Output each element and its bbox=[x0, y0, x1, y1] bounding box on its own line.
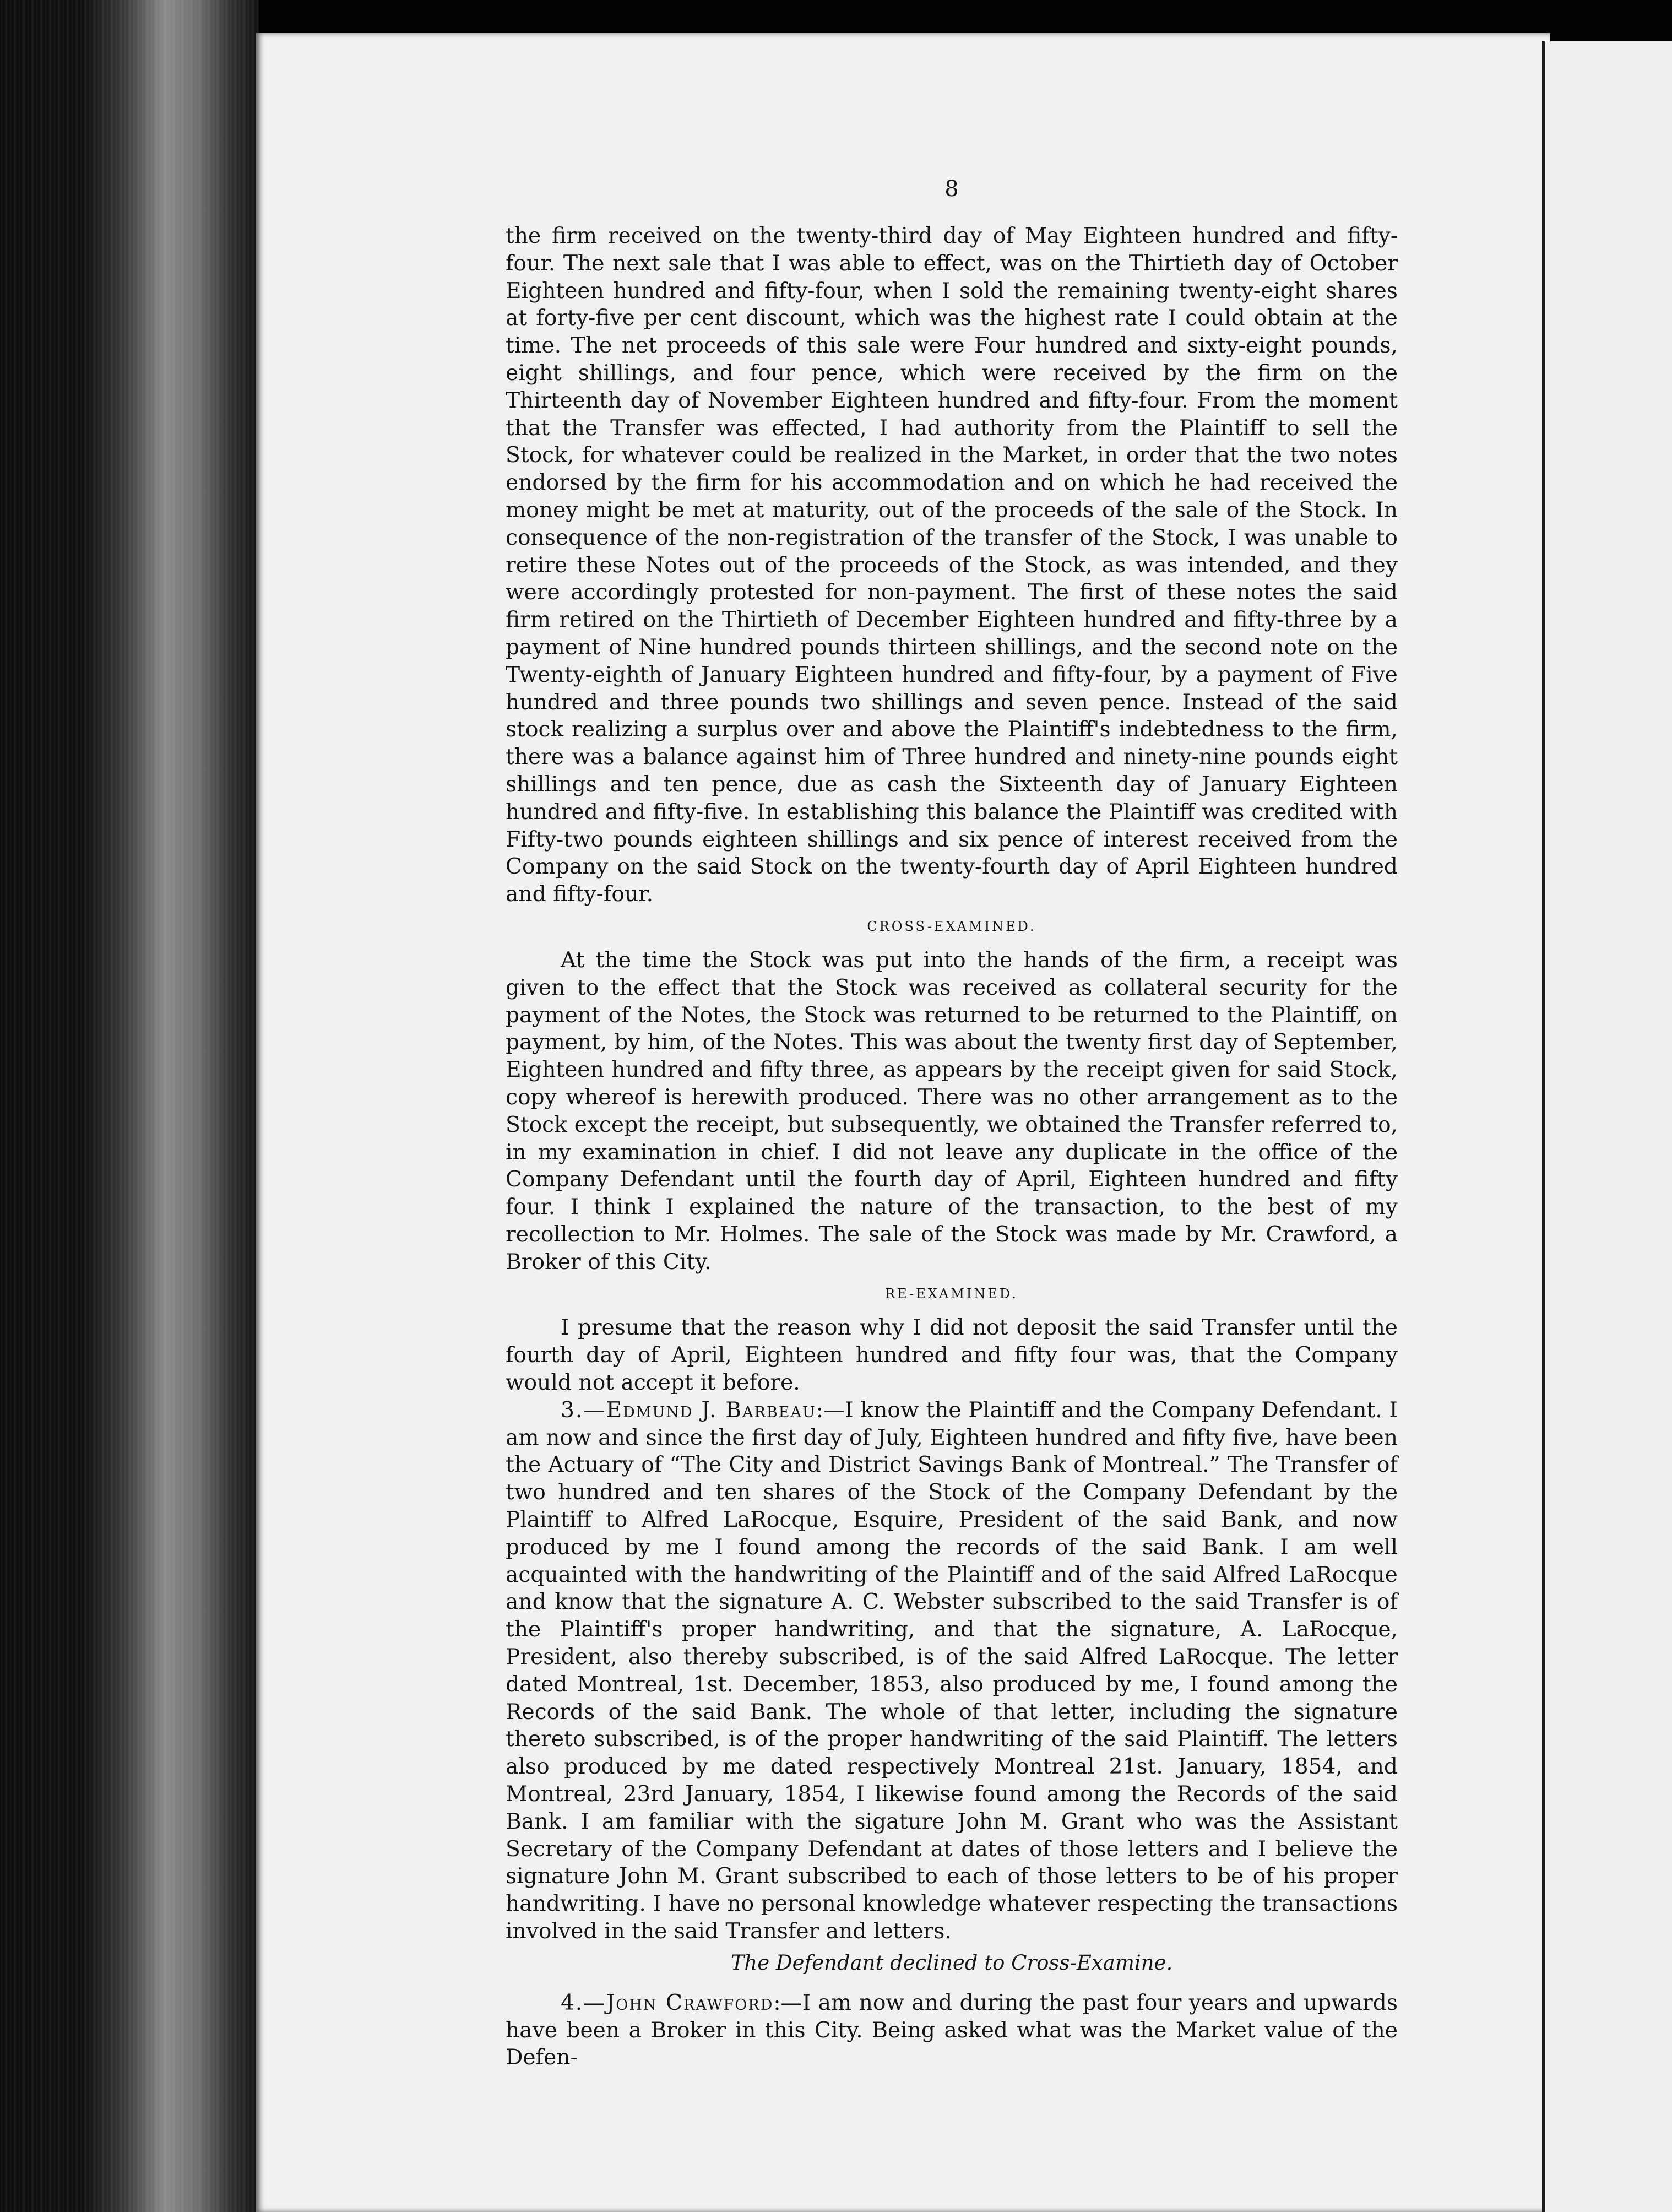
witness-3-name: 3.—Edmund J. Barbeau bbox=[561, 1397, 816, 1423]
book-spine bbox=[0, 0, 259, 2212]
heading-re-examined: RE-EXAMINED. bbox=[885, 1286, 1018, 1302]
page-number: 8 bbox=[944, 176, 959, 202]
paragraph-re-examination: I presume that the reason why I did not deposit the said Transfer until the fourth day of April, Eighteen hundred and fifty four was, that the Company would not accept it before. bbox=[506, 1315, 1398, 1396]
paragraph-witness-3 bbox=[506, 1397, 1398, 1945]
witness-3-testimony: :—I know the Plaintiff and the Company Defendant. I am now and since the first day of July, Eighteen hundred and fifty five, have been the Actuary of “The City and District Savings Bank of Montreal.” The Transfer of two hundred and ten shares of the Stock of the Company Defendant by the Plaintiff to Alfred LaRocque, Esquire, President of the said Bank, and now produced by me I found among the records of the said Bank. I am well acquainted with the handwriting of the Plaintiff and of the said Alfred LaRocque and know that the signature A. C. Webster subscribed to the said Transfer is of the Plaintiff's proper handwriting, and that the signature, A. LaRocque, President, also thereby subscribed, is of the said Alfred LaRocque. The letter dated Montreal, 1st. December, 1853, also produced by me, I found among the Records of the said Bank. The whole of that letter, including the signature thereto subscribed, is of the proper handwriting of the said Plaintiff. The letters also produced by me dated respectively Montreal 21st. January, 1854, and Montreal, 23rd January, 1854, I likewise found among the Records of the said Bank. I am familiar with the sigature John M. Grant who was the Assistant Secretary of the Company Defendant at dates of those letters and I believe the signature John M. Grant subscribed to each of those letters to be of his proper handwriting. I have no personal knowledge whatever respecting the transactions involved in the said Transfer and letters. bbox=[506, 1397, 1398, 1944]
paragraph-cross-examination: At the time the Stock was put into the hands of the firm, a receipt was given to the effect that the Stock was received as collateral security for the payment of the Notes, the Stock was returned to be returned to the Plaintiff, on payment, by him, of the Notes. This was about the twenty first day of September, Eighteen hundred and fifty three, as appears by the receipt given for said Stock, copy whereof is herewith produced. There was no other arrangement as to the Stock except the receipt, but subsequently, we obtained the Transfer referred to, in my examination in chief. I did not leave any duplicate in the office of the Company Defendant until the fourth day of April, Eighteen hundred and fifty four. I think I explained the nature of the transaction, to the best of my recollection to Mr. Holmes. The sale of the Stock was made by Mr. Crawford, a Broker of this City. bbox=[506, 947, 1398, 1275]
heading-cross-examined: CROSS-EXAMINED. bbox=[867, 918, 1036, 934]
closing-note: The Defendant declined to Cross-Examine. bbox=[730, 1950, 1173, 1975]
paragraph-witness-4 bbox=[506, 1989, 1398, 2072]
witness-4-testimony: :—I am now and during the past four years and upwards have been a Broker in this City. Being asked what was the Market value of the Defen- bbox=[506, 1990, 1398, 2070]
witness-4-name: 4.—John Crawford bbox=[561, 1990, 774, 2015]
text-column bbox=[506, 175, 1398, 2072]
paragraph-testimony-continued: the firm received on the twenty-third day of May Eighteen hundred and fifty-four. The next sale that I was able to effect, was on the Thirtieth day of October Eighteen hundred and fifty-four, when I sold the remaining twenty-eight shares at forty-five per cent discount, which was the highest rate I could obtain at the time. The net proceeds of this sale were Four hundred and sixty-eight pounds, eight shillings, and four pence, which were received by the firm on the Thirteenth day of November Eighteen hundred and fifty-four. From the moment that the Transfer was effected, I had authority from the Plaintiff to sell the Stock, for whatever could be realized in the Market, in order that the two notes endorsed by the firm for his accommodation and on which he had received the money might be met at maturity, out of the proceeds of the sale of the Stock. In consequence of the non-registration of the transfer of the Stock, I was unable to retire these Notes out of the proceeds of the Stock, as was intended, and they were accordingly protested for non-payment. The first of these notes the said firm retired on the Thirtieth of December Eighteen hundred and fifty-three by a payment of Nine hundred pounds thirteen shillings, and the second note on the Twenty-eighth of January Eighteen hundred and fifty-four, by a payment of Five hundred and three pounds two shillings and seven pence. Instead of the said stock realizing a surplus over and above the Plaintiff's indebtedness to the firm, there was a balance against him of Three hundred and ninety-nine pounds eight shillings and ten pence, due as cash the Sixteenth day of January Eighteen hundred and fifty-five. In establishing this balance the Plaintiff was credited with Fifty-two pounds eighteen shillings and six pence of interest received from the Company on the said Stock on the twenty-fourth day of April Eighteen hundred and fifty-four. bbox=[506, 224, 1398, 907]
facing-page-edge bbox=[1545, 41, 1672, 2212]
